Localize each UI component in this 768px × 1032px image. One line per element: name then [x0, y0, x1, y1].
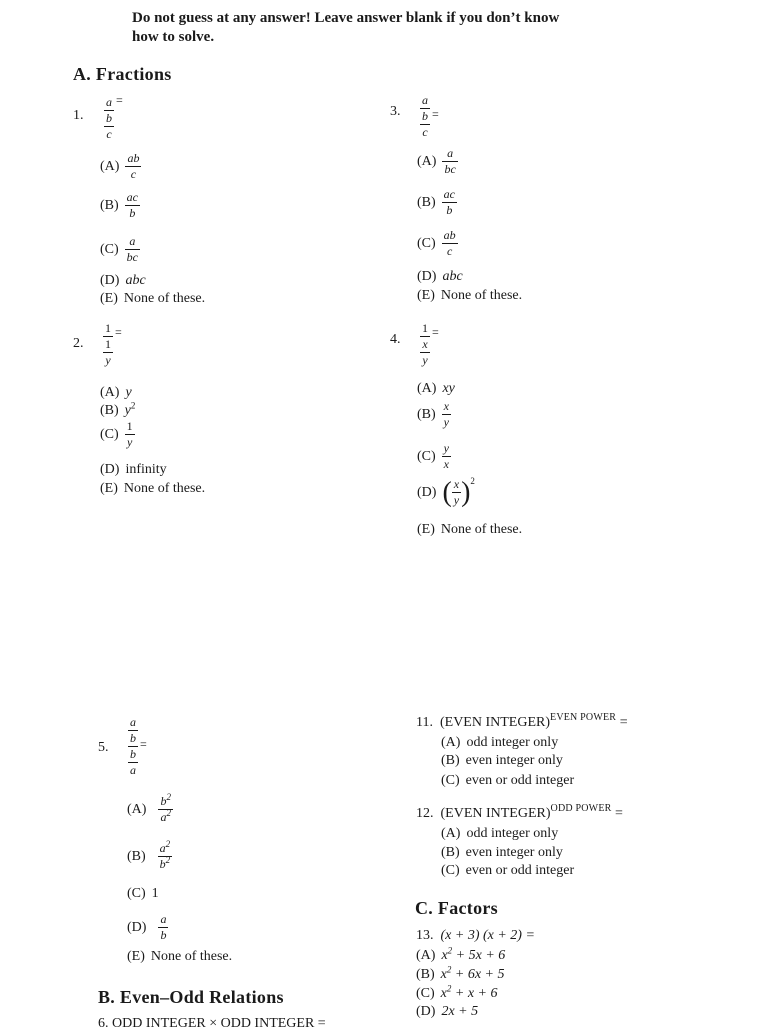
numerator: ab — [443, 228, 456, 242]
q2-option-c[interactable] — [100, 420, 135, 449]
option-label: (E) — [417, 522, 435, 537]
numerator: y — [443, 441, 449, 455]
numerator: x — [443, 399, 449, 413]
option-text: 1 — [151, 886, 159, 901]
equals-sign: = — [116, 93, 123, 108]
option-text: None of these. — [440, 288, 523, 303]
option-label: (B) — [100, 403, 119, 418]
frac-bottom: c — [422, 125, 428, 139]
frac-bottom: y — [105, 353, 111, 367]
frac-mid: x — [422, 337, 428, 351]
numerator: b — [160, 794, 167, 808]
denominator: y — [443, 415, 449, 429]
numerator: a — [129, 234, 136, 248]
exponent: 2 — [165, 839, 171, 849]
frac-mid: b — [422, 109, 428, 123]
option-label: (D) — [417, 484, 437, 500]
q3-option-a[interactable] — [417, 147, 458, 176]
question-stem — [420, 322, 439, 367]
denominator: bc — [126, 250, 138, 264]
exponent: 2 — [166, 808, 171, 818]
q3-option-e[interactable] — [417, 288, 522, 304]
option-label: (E) — [417, 288, 435, 303]
q13-option-d[interactable] — [416, 1004, 478, 1020]
q2-option-b[interactable] — [100, 400, 136, 419]
exponent: 2 — [446, 964, 452, 975]
option-label: (A) — [416, 948, 436, 963]
option-text: None of these. — [123, 481, 206, 496]
frac-top: a — [106, 95, 112, 109]
denominator: x — [443, 457, 449, 471]
right-paren: ) — [461, 476, 471, 508]
q12-option-c[interactable] — [441, 863, 574, 879]
frac-term-1: a — [130, 715, 136, 729]
numerator: ab — [127, 151, 140, 165]
notice — [132, 9, 559, 47]
question-number: 13. — [416, 928, 434, 943]
option-label: (A) — [417, 153, 437, 169]
option-label: (C) — [100, 426, 119, 442]
denominator: a — [160, 810, 167, 824]
option-label: (B) — [100, 197, 119, 213]
question-number: 1. — [73, 108, 84, 123]
option-text: odd integer only — [466, 826, 559, 841]
option-text: None of these. — [123, 291, 206, 306]
q12-option-b[interactable] — [441, 845, 563, 861]
option-text: None of these. — [150, 949, 233, 964]
q13-option-b[interactable] — [416, 964, 505, 983]
denominator: y — [453, 493, 460, 507]
q5-option-d[interactable] — [127, 913, 168, 942]
option-label: (A) — [127, 801, 147, 817]
q1-option-b[interactable] — [100, 191, 140, 220]
q3-option-c[interactable] — [417, 229, 458, 258]
denominator: b — [129, 206, 136, 220]
denominator: bc — [444, 162, 456, 176]
base: y — [124, 403, 131, 418]
q3-option-d[interactable] — [417, 269, 463, 285]
option-label: (B) — [417, 194, 436, 210]
q13-option-c[interactable] — [416, 983, 498, 1002]
q5-option-b[interactable] — [127, 839, 172, 871]
denominator: b — [160, 928, 167, 942]
question-stem: (x + 3) (x + 2) = — [440, 928, 535, 943]
q2-option-e[interactable] — [100, 481, 205, 497]
question-12 — [416, 803, 623, 822]
q12-option-a[interactable] — [441, 826, 558, 842]
question-number: 2. — [73, 336, 84, 351]
frac-top: 1 — [422, 321, 428, 335]
question-11 — [416, 712, 628, 731]
power-label: ODD POWER — [550, 803, 612, 814]
option-label: (B) — [417, 406, 436, 422]
option-label: (D) — [100, 462, 120, 477]
option-text: abc — [442, 269, 463, 284]
q11-option-c[interactable] — [441, 773, 574, 789]
section-c-heading: C. Factors — [415, 898, 498, 918]
option-label: (B) — [441, 753, 460, 768]
question-stem: (EVEN INTEGER) — [440, 806, 551, 821]
numerator: ac — [126, 190, 138, 204]
notice-line-2: how to solve. — [132, 29, 215, 45]
option-label: (D) — [417, 269, 437, 284]
question-stem — [103, 322, 122, 367]
frac-term-3: b — [130, 747, 136, 761]
question-stem: (EVEN INTEGER) — [439, 715, 551, 730]
q1-option-d[interactable] — [100, 273, 146, 289]
option-label: (E) — [100, 291, 118, 306]
question-stem — [128, 716, 147, 777]
notice-line-1: Do not guess at any answer! Leave answer blank if you don’t know — [132, 10, 560, 26]
equals-sign: = — [432, 325, 439, 340]
numerator: a — [447, 146, 454, 160]
option-label: (B) — [127, 848, 146, 864]
option-text: 2x + 5 — [441, 1004, 479, 1019]
q11-option-a[interactable] — [441, 735, 558, 751]
option-label: (E) — [127, 949, 145, 964]
option-text: even or odd integer — [465, 863, 575, 878]
equals-sign: = — [615, 806, 623, 821]
numerator: x — [453, 477, 460, 491]
option-label: (D) — [100, 273, 120, 288]
left-paren: ( — [442, 476, 452, 508]
option-label: (A) — [417, 381, 437, 396]
option-label: (C) — [416, 986, 435, 1001]
exponent: 2 — [446, 983, 452, 994]
option-text: even or odd integer — [465, 773, 575, 788]
base: x — [441, 948, 448, 963]
exponent: 2 — [447, 945, 453, 956]
question-number: 5. — [98, 740, 109, 755]
q2-option-a[interactable] — [100, 385, 132, 401]
option-label: (A) — [441, 826, 461, 841]
option-label: (A) — [441, 735, 461, 750]
q4-option-e[interactable] — [417, 522, 522, 538]
frac-top: a — [422, 93, 428, 107]
option-label: (C) — [417, 448, 436, 464]
q4-option-a[interactable] — [417, 381, 455, 397]
exponent: 2 — [166, 792, 171, 802]
numerator: ac — [443, 187, 455, 201]
frac-bottom: c — [106, 127, 112, 141]
frac-top: 1 — [105, 321, 111, 335]
question-13 — [416, 928, 535, 944]
question-number: 12. — [416, 806, 434, 821]
q5-option-c[interactable] — [127, 886, 159, 902]
frac-term-2: b — [130, 731, 136, 745]
frac-mid: b — [106, 111, 112, 125]
option-text: xy — [442, 381, 455, 396]
question-number: 4. — [390, 332, 401, 347]
option-label: (A) — [100, 385, 120, 400]
option-label: (A) — [100, 158, 120, 174]
denominator: y — [127, 435, 133, 449]
denominator: c — [447, 244, 453, 258]
q4-option-d[interactable]: (D) ( $\frac{x}{y}$ ) 2 — [417, 475, 475, 508]
q5-option-a[interactable] — [127, 792, 173, 824]
q3-option-b[interactable] — [417, 188, 457, 217]
option-label: (C) — [441, 773, 460, 788]
q4-option-b[interactable] — [417, 400, 451, 429]
option-text: + 5x + 6 — [452, 948, 506, 963]
option-text: infinity — [125, 462, 167, 477]
option-text: abc — [125, 273, 146, 288]
q1-option-a[interactable] — [100, 152, 141, 181]
equals-sign: = — [619, 715, 628, 730]
equals-sign: = — [140, 737, 147, 752]
q1-option-c[interactable] — [100, 235, 140, 264]
denominator: b — [446, 203, 453, 217]
denominator: b — [159, 857, 166, 871]
base: x — [440, 967, 447, 982]
q2-option-d[interactable] — [100, 462, 167, 478]
question-number: 3. — [390, 104, 401, 119]
option-label: (D) — [127, 919, 147, 935]
frac-term-4: a — [130, 763, 136, 777]
base: x — [440, 986, 447, 1001]
equals-sign: = — [115, 325, 122, 340]
option-text: even integer only — [465, 845, 563, 860]
section-b-heading: B. Even–Odd Relations — [98, 987, 284, 1007]
question-number: 11. — [416, 715, 433, 730]
option-text: + x + 6 — [451, 986, 498, 1001]
option-label: (C) — [417, 235, 436, 251]
option-text: even integer only — [465, 753, 563, 768]
option-label: (C) — [100, 241, 119, 257]
numerator: 1 — [126, 419, 133, 433]
numerator: a — [160, 912, 167, 926]
option-text: y — [125, 385, 132, 400]
option-text: + 6x + 5 — [451, 967, 505, 982]
exponent: 2 — [130, 400, 136, 411]
q11-option-b[interactable] — [441, 753, 563, 769]
question-stem — [420, 94, 439, 139]
denominator: c — [130, 167, 137, 181]
q13-option-a[interactable] — [416, 945, 506, 964]
option-label: (D) — [416, 1004, 436, 1019]
equals-sign: = — [432, 107, 439, 122]
question-6: 6. ODD INTEGER × ODD INTEGER = — [98, 1016, 326, 1031]
q4-option-c[interactable] — [417, 442, 451, 471]
frac-bottom: y — [422, 353, 428, 367]
exponent: 2 — [165, 855, 171, 865]
q1-option-e[interactable] — [100, 291, 205, 307]
question-stem — [104, 93, 123, 141]
option-label: (B) — [416, 967, 435, 982]
option-label: (C) — [127, 886, 146, 901]
option-label: (C) — [441, 863, 460, 878]
power-label: EVEN POWER — [550, 712, 617, 723]
option-text: None of these. — [440, 522, 523, 537]
option-label: (E) — [100, 481, 118, 496]
option-text: odd integer only — [466, 735, 559, 750]
option-label: (B) — [441, 845, 460, 860]
numerator: a — [159, 841, 166, 855]
q5-option-e[interactable] — [127, 949, 232, 965]
section-a-heading: A. Fractions — [73, 64, 172, 84]
frac-mid: 1 — [105, 337, 111, 351]
